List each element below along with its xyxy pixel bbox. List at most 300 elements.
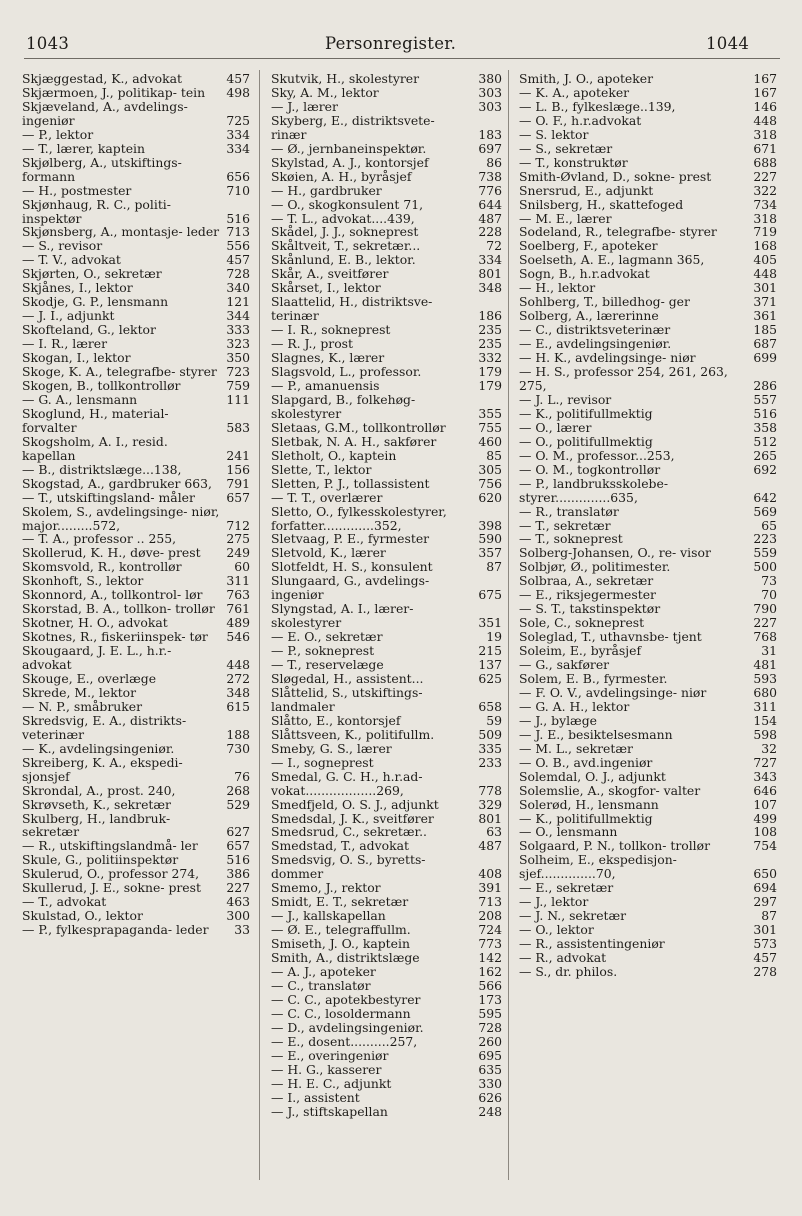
register-entry	[519, 853, 777, 881]
entry-text: Soelseth, A. E., lagmann 365,	[519, 252, 705, 268]
entry-page-ref: 734	[753, 196, 777, 212]
entry-text: — A. J., apoteker	[271, 964, 376, 979]
entry-text: — R., utskiftingslandmå- ler	[22, 838, 198, 854]
register-entry	[519, 142, 777, 156]
entry-text: — O., lektor	[519, 922, 594, 938]
entry-page-ref: 300	[226, 908, 250, 924]
register-entry	[271, 770, 502, 798]
register-entry	[271, 798, 502, 812]
register-entry	[22, 407, 250, 435]
register-entry	[271, 881, 502, 895]
entry-page-ref: 227	[753, 615, 777, 631]
entry-page-ref: 60	[234, 559, 250, 575]
entry-text: — G. A., lensmann	[22, 391, 138, 407]
register-entry	[271, 351, 502, 365]
register-entry	[519, 128, 777, 142]
register-entry	[519, 295, 777, 309]
register-column-3	[519, 72, 777, 979]
entry-text: Soelberg, F., apoteker	[519, 238, 658, 254]
register-entry	[271, 714, 502, 728]
entry-page-ref: 499	[753, 810, 777, 826]
register-entry	[519, 267, 777, 281]
register-entry	[519, 965, 777, 979]
entry-page-ref: 457	[753, 950, 777, 966]
entry-text: Skogen, B., tollkontrollør	[22, 377, 181, 393]
register-entry	[271, 812, 502, 826]
register-entry	[271, 435, 502, 449]
entry-page-ref: 658	[478, 698, 502, 714]
register-entry	[22, 602, 250, 616]
entry-page-ref: 303	[478, 98, 502, 114]
entry-page-ref: 183	[478, 126, 502, 142]
entry-page-ref: 625	[478, 670, 502, 686]
entry-page-ref: 137	[478, 657, 502, 673]
register-entry	[271, 337, 502, 351]
entry-page-ref: 730	[226, 740, 250, 756]
register-entry	[519, 560, 777, 574]
register-entry	[271, 1021, 502, 1035]
entry-page-ref: 344	[226, 308, 250, 324]
entry-page-ref: 656	[226, 168, 250, 184]
register-entry	[271, 239, 502, 253]
entry-text: Soleim, E., byråsjef	[519, 643, 642, 659]
entry-text: Skotner, H. O., advokat	[22, 615, 168, 631]
register-entry	[271, 1063, 502, 1077]
entry-text: Skåltveit, T., sekretær...	[271, 238, 421, 254]
register-entry	[271, 1035, 502, 1049]
entry-page-ref: 350	[226, 350, 250, 366]
register-entry	[271, 602, 502, 630]
entry-page-ref: 318	[753, 126, 777, 142]
entry-text: Smedsvig, O. S., byretts- dommer	[271, 852, 426, 882]
entry-page-ref: 755	[478, 419, 502, 435]
entry-text: Solberg, A., lærerinne	[519, 308, 659, 324]
entry-page-ref: 697	[478, 140, 502, 156]
entry-text: — H. G., kasserer	[271, 1061, 382, 1077]
entry-text: — O., skogkonsulent 71,	[271, 196, 424, 212]
entry-page-ref: 801	[478, 266, 502, 282]
entry-page-ref: 713	[478, 894, 502, 910]
entry-text: — H. E. C., adjunkt	[271, 1075, 392, 1091]
register-entry	[519, 212, 777, 226]
entry-page-ref: 85	[486, 447, 502, 463]
entry-text: — H., lektor	[519, 280, 596, 296]
entry-page-ref: 357	[478, 545, 502, 561]
entry-page-ref: 595	[478, 1005, 502, 1021]
entry-page-ref: 598	[753, 726, 777, 742]
entry-page-ref: 768	[753, 629, 777, 645]
entry-text: Sletto, O., fylkesskolestyrer, forfatter.............352,	[271, 503, 447, 533]
entry-page-ref: 208	[478, 908, 502, 924]
entry-page-ref: 642	[753, 489, 777, 505]
register-entry	[271, 951, 502, 965]
register-entry	[22, 616, 250, 630]
entry-text: — T., utskiftingsland- måler	[22, 489, 195, 505]
register-entry	[22, 393, 250, 407]
entry-page-ref: 773	[478, 936, 502, 952]
entry-page-ref: 635	[478, 1061, 502, 1077]
entry-text: — K. A., apoteker	[519, 84, 630, 100]
entry-text: — C. C., losoldermann	[271, 1005, 411, 1021]
register-entry	[519, 100, 777, 114]
entry-text: — J., lektor	[519, 894, 589, 910]
entry-text: Slungaard, G., avdelings- ingeniør	[271, 573, 430, 603]
register-entry	[22, 72, 250, 86]
entry-text: — E. O., sekretær	[271, 629, 383, 645]
entry-text: Skådel, J. J., sokneprest	[271, 224, 419, 240]
entry-text: Skollerud, K. H., døve- prest	[22, 545, 201, 561]
entry-page-ref: 272	[226, 670, 250, 686]
register-entry	[22, 351, 250, 365]
entry-page-ref: 529	[226, 796, 250, 812]
register-entry	[271, 965, 502, 979]
entry-page-ref: 351	[478, 615, 502, 631]
entry-text: — T., advokat	[22, 894, 107, 910]
entry-text: — H. S., professor 254, 261, 263, 275,	[519, 364, 728, 393]
entry-text: — O., lensmann	[519, 824, 618, 840]
register-entry	[519, 909, 777, 923]
entry-page-ref: 448	[753, 112, 777, 128]
entry-text: — C., translatør	[271, 977, 371, 993]
register-entry	[271, 156, 502, 170]
entry-text: Smith-Øvland, D., sokne- prest	[519, 168, 712, 184]
entry-text: Solheim, E., ekspedisjon- sjef..............70,	[519, 852, 677, 882]
entry-text: Smemo, J., rektor	[271, 880, 381, 896]
column-divider	[508, 70, 509, 1180]
register-entry	[271, 1007, 502, 1021]
register-entry	[22, 798, 250, 812]
register-entry	[22, 867, 250, 881]
entry-page-ref: 457	[226, 71, 250, 86]
register-entry	[271, 225, 502, 239]
register-entry	[271, 853, 502, 881]
register-entry	[519, 114, 777, 128]
entry-text: — B., distriktslæge...138,	[22, 461, 182, 477]
entry-text: Slåttsveen, K., politifullm.	[271, 726, 435, 742]
register-entry	[271, 1105, 502, 1119]
entry-page-ref: 87	[486, 559, 502, 575]
entry-text: Solbraa, A., sekretær	[519, 573, 654, 589]
register-entry	[519, 658, 777, 672]
register-entry	[519, 393, 777, 407]
entry-text: Skjønsberg, A., montasje- leder	[22, 224, 220, 240]
register-entry	[271, 658, 502, 672]
entry-page-ref: 487	[478, 210, 502, 226]
entry-text: Sogn, B., h.r.advokat	[519, 266, 650, 282]
entry-text: Sletvaag, P. E., fyrmester	[271, 531, 430, 547]
entry-text: — O., lærer	[519, 419, 592, 435]
register-entry	[22, 839, 250, 853]
register-column-2	[271, 72, 502, 1118]
entry-text: — R., advokat	[519, 950, 607, 966]
entry-page-ref: 286	[753, 377, 777, 393]
register-entry	[271, 365, 502, 379]
entry-page-ref: 727	[753, 754, 777, 770]
entry-page-ref: 19	[486, 629, 502, 645]
register-entry	[519, 574, 777, 588]
entry-page-ref: 260	[478, 1033, 502, 1049]
entry-text: Sole, C., sokneprest	[519, 615, 645, 631]
entry-text: — Ø., jernbaneinspektør.	[271, 140, 427, 156]
entry-page-ref: 348	[478, 280, 502, 296]
entry-text: — D., avdelingsingeniør.	[271, 1019, 424, 1035]
register-entry	[22, 853, 250, 867]
register-entry	[271, 449, 502, 463]
entry-page-ref: 712	[226, 517, 250, 533]
entry-text: Skodje, G. P., lensmann	[22, 294, 169, 310]
entry-page-ref: 167	[753, 71, 777, 86]
entry-page-ref: 463	[226, 894, 250, 910]
entry-text: — P., fylkesprapaganda- leder	[22, 922, 209, 938]
entry-text: — M. E., lærer	[519, 210, 612, 226]
register-entry	[22, 435, 250, 463]
entry-page-ref: 70	[761, 587, 777, 603]
entry-text: — T. V., advokat	[22, 252, 121, 268]
entry-page-ref: 593	[753, 670, 777, 686]
register-entry	[271, 505, 502, 533]
entry-page-ref: 710	[226, 182, 250, 198]
entry-page-ref: 168	[753, 238, 777, 254]
entry-text: — P., sokneprest	[271, 643, 375, 659]
entry-text: Skofteland, G., lektor	[22, 322, 156, 338]
entry-text: — S., dr. philos.	[519, 964, 618, 979]
register-entry	[519, 742, 777, 756]
register-entry	[22, 686, 250, 700]
entry-page-ref: 241	[226, 447, 250, 463]
register-entry	[22, 505, 250, 533]
entry-page-ref: 72	[486, 238, 502, 254]
register-entry	[271, 728, 502, 742]
entry-page-ref: 146	[753, 98, 777, 114]
register-entry	[519, 239, 777, 253]
register-entry	[519, 812, 777, 826]
register-entry	[22, 574, 250, 588]
entry-text: — K., avdelingsingeniør.	[22, 740, 175, 756]
entry-page-ref: 791	[226, 475, 250, 491]
register-entry	[271, 839, 502, 853]
register-entry	[519, 435, 777, 449]
entry-text: — P., landbruksskolebe- styrer..............635,	[519, 475, 669, 505]
entry-text: Skreiberg, K. A., ekspedi- sjonsjef	[22, 754, 183, 784]
entry-page-ref: 275	[226, 531, 250, 547]
entry-text: — O. B., avd.ingeniør	[519, 754, 653, 770]
register-entry	[22, 128, 250, 142]
entry-page-ref: 583	[226, 419, 250, 435]
entry-page-ref: 728	[478, 1019, 502, 1035]
register-entry	[519, 72, 777, 86]
entry-text: — S. T., takstinspektør	[519, 601, 661, 617]
entry-page-ref: 725	[226, 112, 250, 128]
entry-page-ref: 249	[226, 545, 250, 561]
entry-text: — O. M., professor...253,	[519, 447, 675, 463]
register-entry	[271, 86, 502, 100]
register-entry	[519, 714, 777, 728]
entry-text: Slaattelid, H., distriktsve- terinær	[271, 294, 433, 324]
entry-page-ref: 512	[753, 433, 777, 449]
entry-page-ref: 569	[753, 503, 777, 519]
entry-text: Skotnes, R., fiskeriinspek- tør	[22, 629, 208, 645]
entry-text: — C. C., apotekbestyrer	[271, 991, 421, 1007]
register-entry	[22, 184, 250, 198]
entry-page-ref: 167	[753, 84, 777, 100]
entry-text: Skredsvig, E. A., distrikts- veterinær	[22, 712, 187, 742]
entry-text: — H., gardbruker	[271, 182, 382, 198]
entry-text: Skrede, M., lektor	[22, 684, 137, 700]
entry-text: Snilsberg, H., skattefoged	[519, 196, 684, 212]
register-entry	[271, 909, 502, 923]
register-entry	[271, 295, 502, 323]
entry-text: Sky, A. M., lektor	[271, 84, 379, 100]
register-entry	[271, 421, 502, 435]
register-entry	[271, 560, 502, 574]
register-entry	[271, 923, 502, 937]
register-entry	[519, 225, 777, 239]
register-entry	[519, 156, 777, 170]
register-entry	[271, 114, 502, 142]
entry-text: — T., lærer, kaptein	[22, 140, 145, 156]
entry-text: Snersrud, E., adjunkt	[519, 182, 654, 198]
entry-text: Smiseth, J. O., kaptein	[271, 936, 410, 952]
entry-page-ref: 724	[478, 922, 502, 938]
register-entry	[271, 142, 502, 156]
register-entry	[22, 198, 250, 226]
entry-text: Skjærmoen, J., politikap- tein	[22, 84, 206, 100]
entry-page-ref: 107	[753, 796, 777, 812]
entry-page-ref: 489	[226, 615, 250, 631]
entry-text: — H. K., avdelingsinge- niør	[519, 350, 696, 366]
entry-page-ref: 516	[753, 405, 777, 421]
entry-page-ref: 334	[226, 140, 250, 156]
entry-page-ref: 692	[753, 461, 777, 477]
entry-text: — O., politifullmektig	[519, 433, 653, 449]
entry-text: — K., politifullmektig	[519, 405, 653, 421]
entry-text: Skorstad, B. A., tollkon- trollør	[22, 601, 215, 617]
register-entry	[519, 588, 777, 602]
entry-page-ref: 361	[753, 308, 777, 324]
register-entry	[22, 630, 250, 644]
register-entry	[22, 323, 250, 337]
register-entry	[519, 519, 777, 533]
entry-text: — C., distriktsveterinær	[519, 322, 671, 338]
register-entry	[519, 644, 777, 658]
register-entry	[22, 756, 250, 784]
entry-text: — P., lektor	[22, 126, 94, 142]
entry-text: Slagsvold, L., professor.	[271, 364, 422, 380]
entry-text: — T. L., advokat....439,	[271, 210, 415, 226]
entry-page-ref: 790	[753, 601, 777, 617]
register-entry	[271, 72, 502, 86]
entry-text: Skouge, E., overlæge	[22, 670, 157, 686]
register-entry	[519, 770, 777, 784]
register-entry	[519, 477, 777, 505]
entry-page-ref: 318	[753, 210, 777, 226]
register-entry	[22, 225, 250, 239]
entry-page-ref: 33	[234, 922, 250, 938]
entry-page-ref: 778	[478, 782, 502, 798]
entry-text: Skulberg, H., landbruk- sekretær	[22, 810, 171, 840]
register-entry	[271, 323, 502, 337]
register-entry	[271, 756, 502, 770]
register-entry	[519, 825, 777, 839]
entry-page-ref: 228	[478, 224, 502, 240]
register-entry	[22, 156, 250, 184]
entry-text: Skogsholm, A. I., resid. kapellan	[22, 433, 168, 463]
entry-text: Smith, J. O., apoteker	[519, 71, 654, 86]
entry-text: — J., bylæge	[519, 712, 597, 728]
entry-text: Skrondal, A., prost. 240,	[22, 782, 176, 798]
register-entry	[22, 532, 250, 546]
entry-page-ref: 108	[753, 824, 777, 840]
right-page-number: 1044	[706, 34, 750, 53]
register-entry	[22, 546, 250, 560]
register-entry	[271, 212, 502, 226]
entry-text: Smidt, E. T., sekretær	[271, 894, 409, 910]
entry-page-ref: 32	[761, 740, 777, 756]
entry-text: Slyngstad, A. I., lærer- skolestyrer	[271, 601, 414, 631]
entry-text: Skjønhaug, R. C., politi- inspektør	[22, 196, 171, 226]
entry-page-ref: 761	[226, 601, 250, 617]
entry-page-ref: 297	[753, 894, 777, 910]
entry-text: Skonnord, A., tollkontrol- lør	[22, 587, 203, 603]
entry-text: Skyberg, E., distriktsvete- rinær	[271, 112, 435, 142]
entry-page-ref: 223	[753, 531, 777, 547]
entry-page-ref: 332	[478, 350, 502, 366]
entry-text: — S. lektor	[519, 126, 589, 142]
register-entry	[519, 672, 777, 686]
entry-page-ref: 323	[226, 336, 250, 352]
page-header	[0, 34, 802, 58]
entry-page-ref: 340	[226, 280, 250, 296]
register-entry	[271, 686, 502, 714]
register-entry	[271, 644, 502, 658]
register-entry	[22, 253, 250, 267]
entry-text: Skule, G., politiinspektør	[22, 852, 179, 868]
register-entry	[519, 951, 777, 965]
register-entry	[22, 295, 250, 309]
entry-text: Skulerud, O., professor 274,	[22, 866, 200, 882]
left-page-number: 1043	[26, 34, 70, 53]
entry-page-ref: 87	[761, 908, 777, 924]
entry-page-ref: 688	[753, 154, 777, 170]
entry-text: — T., sokneprest	[519, 531, 623, 547]
entry-page-ref: 156	[226, 461, 250, 477]
entry-text: Solem, E. B., fyrmester.	[519, 670, 668, 686]
entry-page-ref: 303	[478, 84, 502, 100]
entry-page-ref: 498	[226, 84, 250, 100]
register-entry	[22, 812, 250, 840]
entry-page-ref: 179	[478, 364, 502, 380]
entry-text: Skogstad, A., gardbruker 663,	[22, 475, 212, 491]
entry-page-ref: 154	[753, 712, 777, 728]
entry-page-ref: 509	[478, 726, 502, 742]
entry-page-ref: 723	[226, 364, 250, 380]
register-entry	[519, 421, 777, 435]
entry-text: — I., assistent	[271, 1089, 360, 1105]
entry-page-ref: 335	[478, 740, 502, 756]
entry-page-ref: 763	[226, 587, 250, 603]
entry-page-ref: 358	[753, 419, 777, 435]
register-entry	[519, 700, 777, 714]
register-entry	[271, 630, 502, 644]
entry-text: Smedsrud, C., sekretær..	[271, 824, 427, 840]
entry-page-ref: 391	[478, 880, 502, 896]
entry-text: Soleglad, T., uthavnsbe- tjent	[519, 629, 702, 645]
entry-page-ref: 620	[478, 489, 502, 505]
register-entry	[519, 337, 777, 351]
entry-text: — F. O. V., avdelingsinge- niør	[519, 684, 707, 700]
entry-text: Skjæggestad, K., advokat	[22, 71, 182, 86]
register-entry	[519, 546, 777, 560]
